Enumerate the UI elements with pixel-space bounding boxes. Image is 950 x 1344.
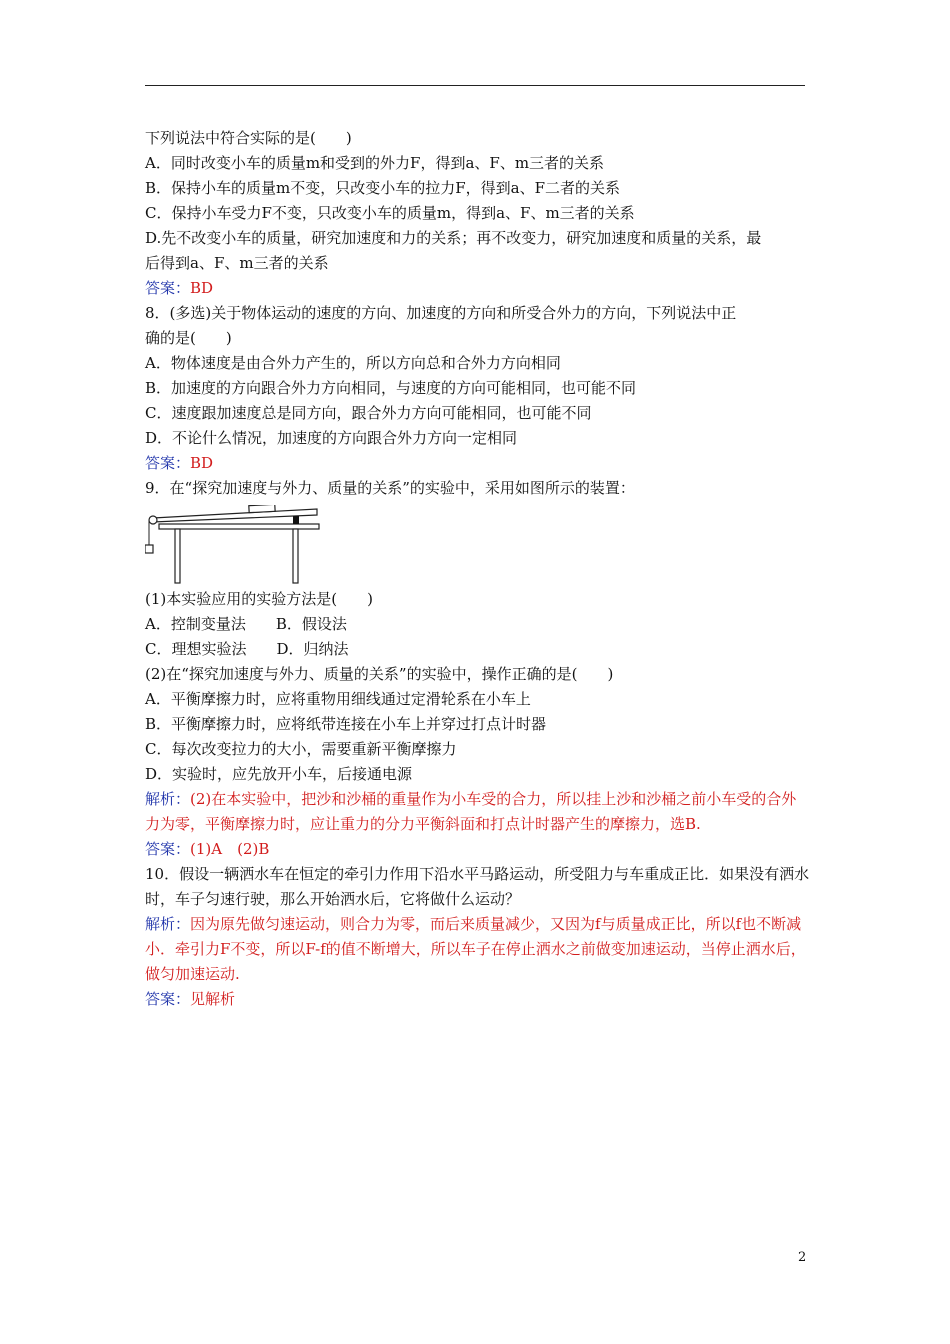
answer-value: 见解析: [190, 990, 236, 1008]
answer-value: BD: [190, 454, 214, 472]
q10-answer: [145, 987, 810, 1012]
table-top: [159, 524, 319, 529]
answer-value: (1)A (2)B: [190, 840, 270, 858]
q10-analysis: [145, 912, 810, 987]
q8-option-c: C．速度跟加速度总是同方向，跟合外力方向可能相同，也可能不同: [145, 404, 592, 422]
q7-option-d-line2: 后得到a、F、m三者的关系: [145, 254, 329, 272]
q7-answer: [145, 276, 810, 301]
q9-analysis: [145, 787, 810, 837]
apparatus-diagram: [145, 505, 335, 585]
q7-stem: 下列说法中符合实际的是( ): [145, 129, 352, 147]
table-leg-left: [175, 529, 180, 583]
q8-option-b: B．加速度的方向跟合外力方向相同，与速度的方向可能相同，也可能不同: [145, 379, 637, 397]
q7-option-c: C．保持小车受力F不变，只改变小车的质量m，得到a、F、m三者的关系: [145, 204, 635, 222]
q8-option-d: D．不论什么情况，加速度的方向跟合外力方向一定相同: [145, 429, 518, 447]
q9-stem: 9．在“探究加速度与外力、质量的关系”的实验中，采用如图所示的装置：: [145, 479, 635, 497]
q9-sub2-option-a: A．平衡摩擦力时，应将重物用细线通过定滑轮系在小车上: [145, 690, 531, 708]
answer-label: 答案：: [145, 279, 191, 297]
analysis-text: (2)在本实验中，把沙和沙桶的重量作为小车受的合力，所以挂上沙和沙桶之前小车受的合外力为零，平衡摩擦力时，应让重力的分力平衡斜面和打点计时器产生的摩擦力，选B.: [145, 790, 797, 833]
analysis-label: 解析：: [145, 915, 191, 933]
q9-answer: [145, 837, 810, 862]
header-rule: [145, 85, 805, 86]
answer-label: 答案：: [145, 454, 191, 472]
experiment-apparatus-figure: [145, 505, 810, 577]
q9-sub1-options-cd: C．理想实验法 D．归纳法: [145, 640, 349, 658]
analysis-label: 解析：: [145, 790, 191, 808]
q9-sub2-option-c: C．每次改变拉力的大小，需要重新平衡摩擦力: [145, 740, 457, 758]
hanging-weight: [145, 545, 153, 553]
page-number: 2: [798, 1250, 807, 1265]
answer-label: 答案：: [145, 990, 191, 1008]
q7-option-b: B．保持小车的质量m不变，只改变小车的拉力F，得到a、F二者的关系: [145, 179, 621, 197]
document-body: [145, 126, 810, 1012]
q9-sub2-option-b: B．平衡摩擦力时，应将纸带连接在小车上并穿过打点计时器: [145, 715, 547, 733]
q9-sub1-stem: (1)本实验应用的实验方法是( ): [145, 590, 373, 608]
q9-sub2-option-d: D．实验时，应先放开小车，后接通电源: [145, 765, 413, 783]
cart: [249, 505, 275, 513]
q8-stem-line1: 8．(多选)关于物体运动的速度的方向、加速度的方向和所受合外力的方向，下列说法中正: [145, 304, 737, 322]
table-leg-right: [293, 529, 298, 583]
answer-label: 答案：: [145, 840, 191, 858]
q8-option-a: A．物体速度是由合外力产生的，所以方向总和合外力方向相同: [145, 354, 561, 372]
analysis-text: 因为原先做匀速运动，则合力为零，而后来质量减少，又因为f与质量成正比，所以f也不断减小．牵引力F不变，所以F-f的值不断增大，所以车子在停止洒水之前做变加速运动，当停止洒水后，做匀加速运动.: [145, 915, 806, 983]
pulley: [149, 516, 157, 524]
q8-answer: [145, 451, 810, 476]
q7-option-d-line1: D.先不改变小车的质量，研究加速度和力的关系；再不改变力，研究加速度和质量的关系，最: [145, 229, 762, 247]
inclined-board: [153, 509, 317, 522]
q7-option-a: A．同时改变小车的质量m和受到的外力F，得到a、F、m三者的关系: [145, 154, 605, 172]
q8-stem-line2: 确的是( ): [145, 329, 232, 347]
q10-stem: 10．假设一辆洒水车在恒定的牵引力作用下沿水平马路运动，所受阻力与车重成正比．如果没有洒水时，车子匀速行驶，那么开始洒水后，它将做什么运动？: [145, 865, 810, 908]
answer-value: BD: [190, 279, 214, 297]
q9-sub2-stem: (2)在“探究加速度与外力、质量的关系”的实验中，操作正确的是( ): [145, 665, 614, 683]
q9-sub1-options-ab: A．控制变量法 B．假设法: [145, 615, 347, 633]
timer-block: [293, 516, 299, 524]
